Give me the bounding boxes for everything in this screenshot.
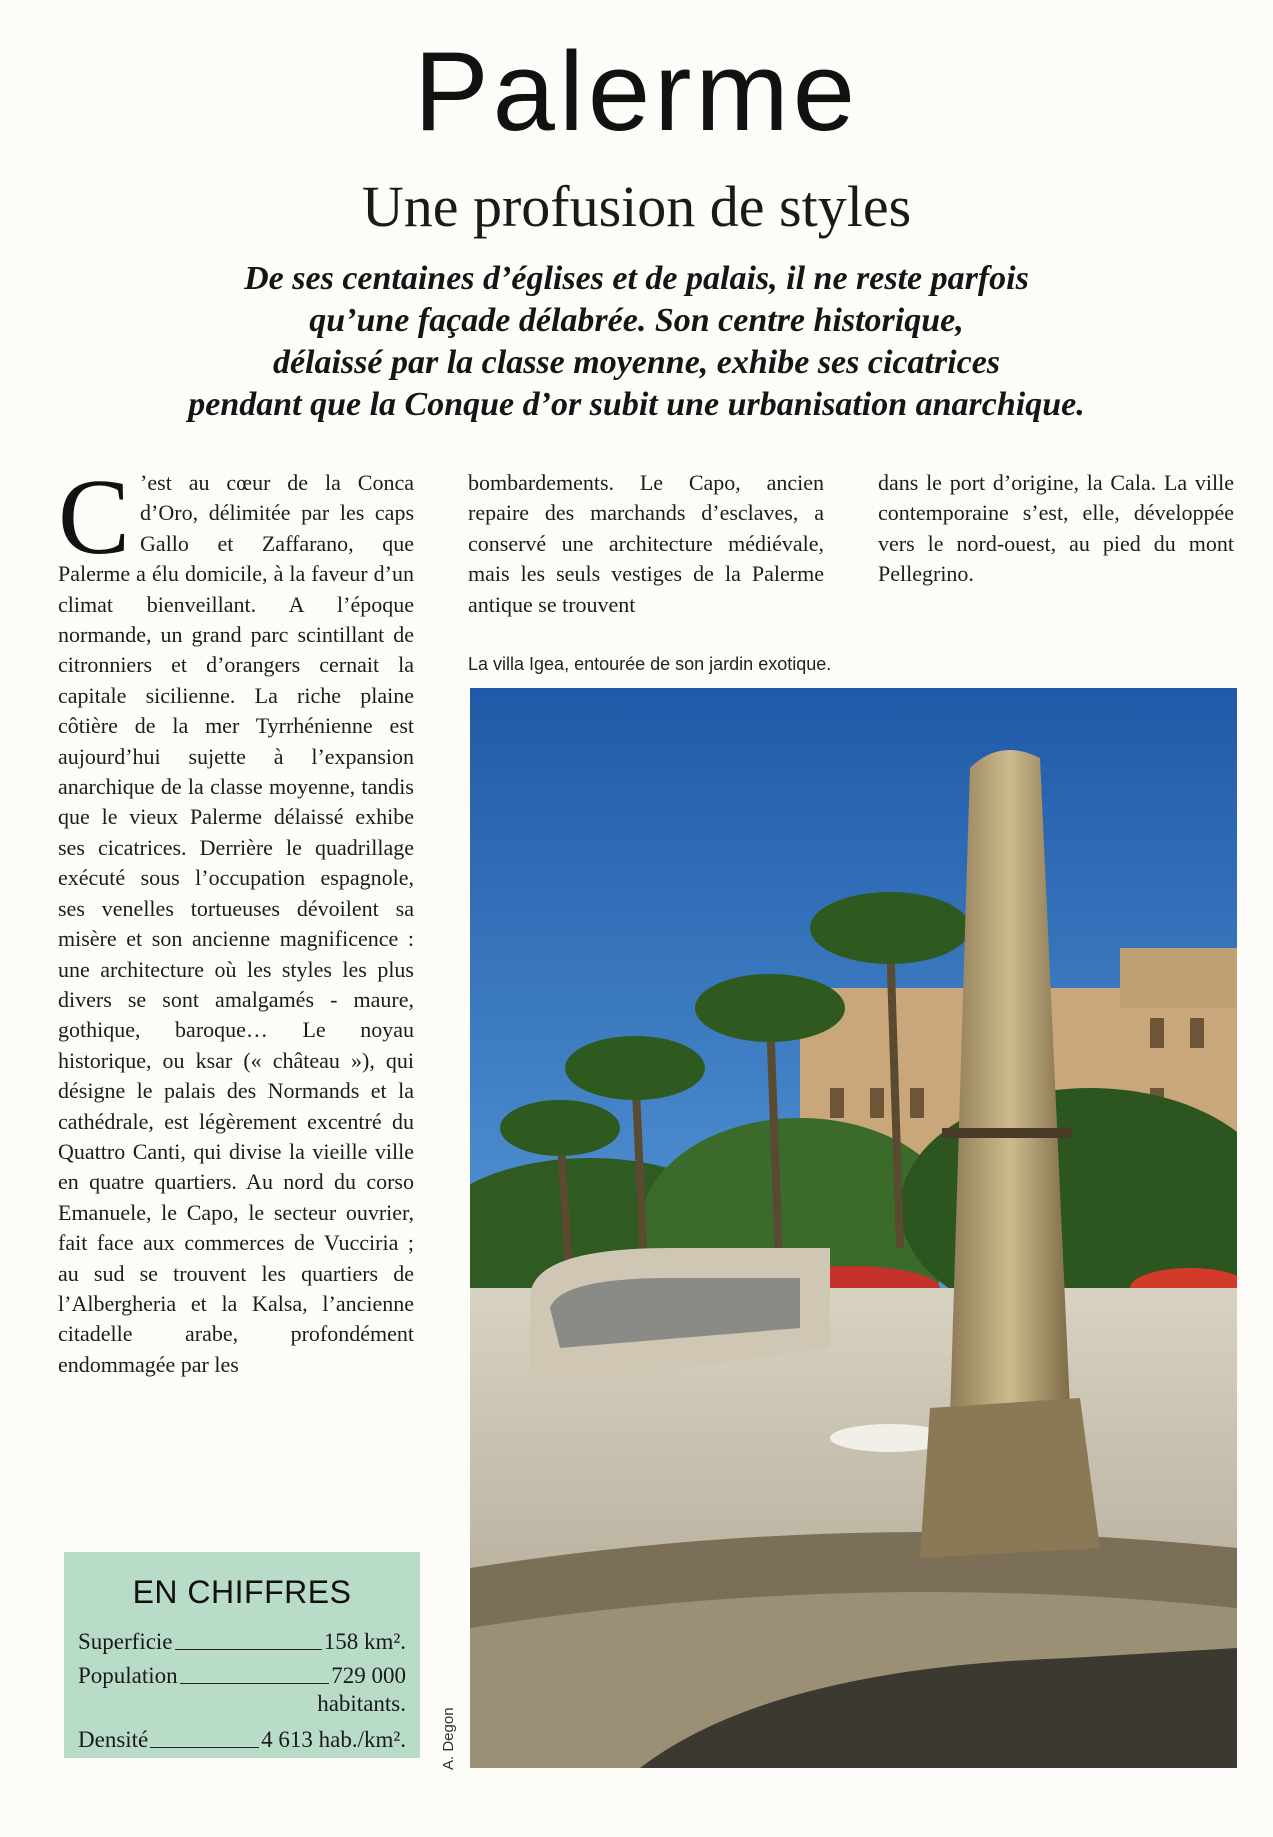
leader-line: [175, 1649, 322, 1650]
column-2-text: bombardements. Le Capo, ancien repaire des marchands d’esclaves, a conservé une architecture médiévale, mais les seuls vestiges de la Palerme antique se trouvent: [468, 470, 824, 617]
photo-caption: La villa Igea, entourée de son jardin exotique.: [468, 654, 832, 674]
article-column-2: [468, 468, 824, 620]
drop-cap: C: [58, 458, 131, 577]
page-title: Palerme: [413, 29, 860, 154]
lead-line: pendant que la Conque d’or subit une urbanisation anarchique.: [188, 386, 1085, 423]
photo-credit: A. Degon: [440, 1707, 457, 1770]
page-subtitle: Une profusion de styles: [361, 174, 912, 239]
lead-paragraph: [60, 258, 1213, 426]
fact-value: 4 613 hab./km².: [261, 1727, 406, 1752]
facts-box: [64, 1552, 420, 1758]
article-column-3: [878, 468, 1234, 590]
column-3-text: dans le port d’origine, la Cala. La ville contemporaine s’est, elle, développée vers le nord-ouest, au pied du mont Pellegrino.: [878, 470, 1234, 587]
fact-row-population: [78, 1662, 406, 1690]
lead-line: délaissé par la classe moyenne, exhibe ses cicatrices: [272, 344, 1001, 381]
leader-line: [180, 1683, 330, 1684]
facts-heading: EN CHIFFRES: [132, 1574, 352, 1610]
leader-line: [150, 1747, 259, 1748]
lead-line: De ses centaines d’églises et de palais, il ne reste parfois: [244, 260, 1029, 297]
lead-line: qu’une façade délabrée. Son centre historique,: [309, 302, 964, 339]
fact-label: Superficie: [78, 1629, 173, 1654]
fact-row-densite: [78, 1726, 406, 1754]
article-column-1: [58, 458, 414, 1380]
fact-extra: habitants.: [317, 1691, 406, 1716]
fact-value: 158 km².: [323, 1629, 406, 1654]
fact-label: Population: [78, 1663, 178, 1688]
villa-igea-photo: [470, 688, 1237, 1768]
fact-label: Densité: [78, 1727, 149, 1752]
fact-row-superficie: [78, 1628, 406, 1656]
column-1-text: ’est au cœur de la Conca d’Oro, délimitée par les caps Gallo et Zaffarano, que Palerme a élu domicile, à la faveur d’un climat bienveillant. A l’époque normande, un grand parc scintillant de citronniers et d’orangers cernait la capitale sicilienne. La riche plaine côtière de la mer Tyrrhénienne est aujourd’hui sujette à l’expansion anarchique de la classe moyenne, tandis que le vieux Palerme délaissé exhibe ses cicatrices. Derrière le quadrillage exécuté sous l’occupation espagnole, ses venelles tortueuses dévoilent sa misère et son ancienne magnificence : une architecture où les styles les plus divers se sont amalgamés - maure, gothique, baroque… Le noyau historique, ou ksar (« château »), qui désigne le palais des Normands et la cathédrale, est légèrement excentré du Quattro Canti, qui divise la vieille ville en quatre quartiers. Au nord du corso Emanuele, le Capo, le secteur ouvrier, fait face aux commerces de Vucciria ; au sud se trouvent les quartiers de l’Albergheria et la Kalsa, l’ancienne citadelle arabe, profondément endommagée par les: [58, 470, 414, 1377]
fact-value: 729 000: [331, 1663, 406, 1688]
